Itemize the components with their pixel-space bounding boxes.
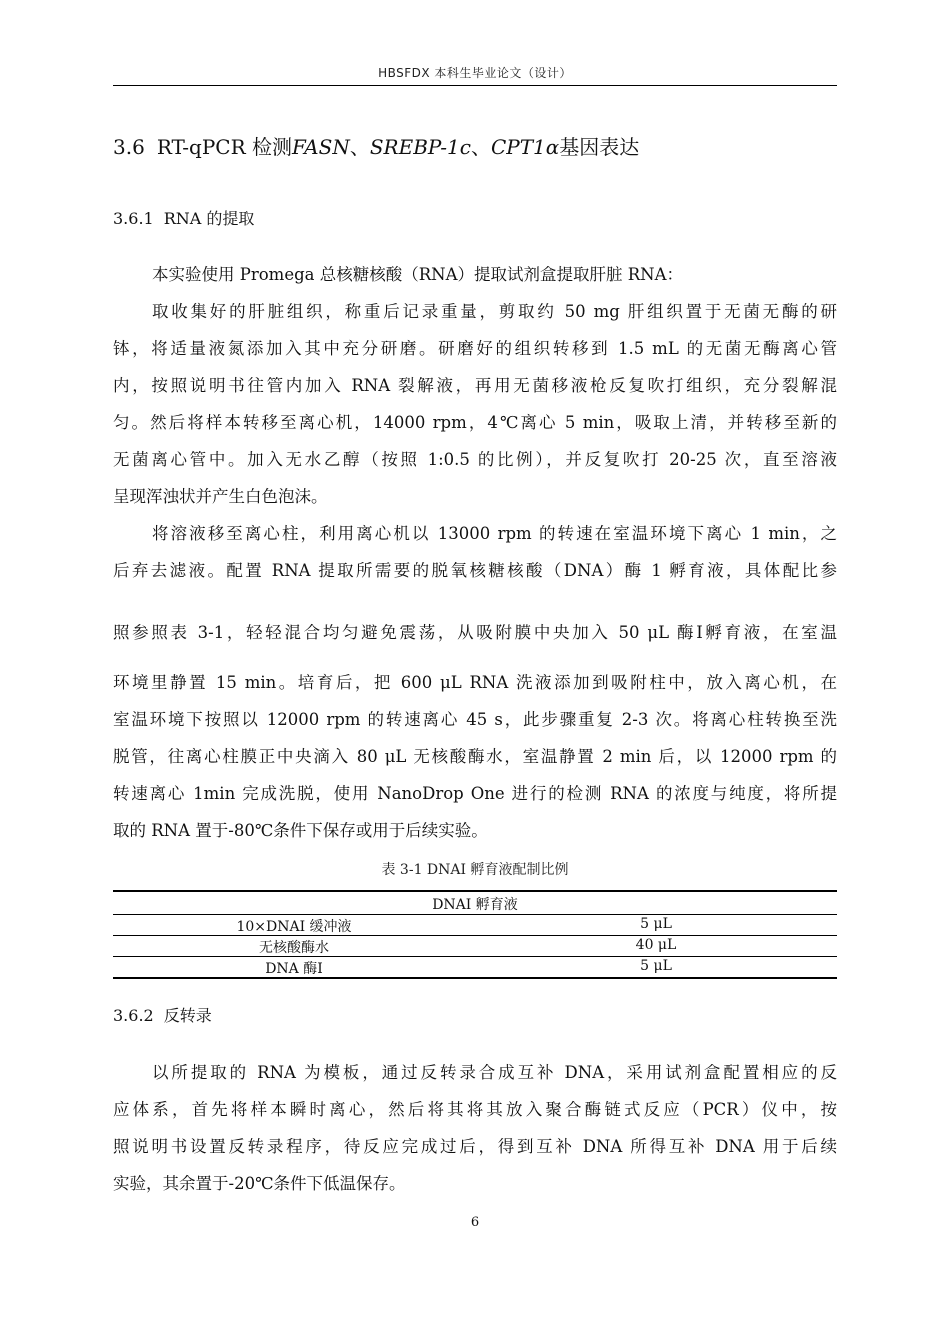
- page-number: 6: [470, 1215, 480, 1230]
- table-cell-value: 5 μL: [640, 958, 672, 974]
- table-caption: 表 3-1 DNAI 孵育液配制比例: [381, 862, 569, 878]
- paragraph-line: 实验，其余置于-20℃条件下低温保存。: [113, 1174, 406, 1193]
- gene-srebp: SREBP-1c: [369, 135, 471, 159]
- paragraph-line: 取收集好的肝脏组织，称重后记录重量，剪取约 50 mg 肝组织置于无菌无酶的研: [152, 302, 837, 321]
- paragraph-line: 内，按照说明书往管内加入 RNA 裂解液，再用无菌移液枪反复吹打组织，充分裂解混: [113, 376, 837, 395]
- subsection-title: RNA 的提取: [163, 209, 255, 228]
- subsection-title: 反转录: [163, 1006, 212, 1025]
- paragraph-line: 将溶液移至离心柱，利用离心机以 13000 rpm 的转速在室温环境下离心 1 min，之: [152, 524, 837, 543]
- paragraph-line: 后弃去滤液。配置 RNA 提取所需要的脱氧核糖核酸（DNA）酶 1 孵育液，具体配比参: [113, 561, 837, 580]
- table-top-rule: [113, 890, 837, 892]
- gene-fasn: FASN: [292, 135, 350, 159]
- table-cell-value: 5 μL: [640, 916, 672, 932]
- section-number: 3.6: [113, 135, 145, 159]
- table-row-rule: [113, 935, 837, 936]
- paragraph-line: 以所提取的 RNA 为模板，通过反转录合成互补 DNA，采用试剂盒配置相应的反: [152, 1063, 837, 1082]
- subsection-heading-2: [113, 1003, 212, 1026]
- table-cell-name: DNA 酶Ⅰ: [265, 961, 323, 977]
- header-rule: [113, 85, 837, 86]
- table-cell-value: 40 μL: [635, 937, 677, 953]
- section-heading: [113, 131, 639, 160]
- paragraph-line: 室温环境下按照以 12000 rpm 的转速离心 45 s，此步骤重复 2-3 次。将离心柱转换至洗: [113, 710, 837, 729]
- paragraph-line: 匀。然后将样本转移至离心机，14000 rpm，4℃离心 5 min，吸取上清，并转移至新的: [113, 413, 837, 432]
- running-header: HBSFDX 本科生毕业论文（设计）: [378, 66, 572, 80]
- table-bottom-rule: [113, 977, 837, 979]
- table-cell-name: 无核酸酶水: [259, 940, 329, 956]
- paragraph-line: 脱管，往离心柱膜正中央滴入 80 μL 无核酸酶水，室温静置 2 min 后，以 12000 rpm 的: [113, 747, 837, 766]
- separator: 、: [470, 135, 491, 159]
- table-cell-name: 10×DNAI 缓冲液: [236, 919, 352, 935]
- paragraph-line: 照说明书设置反转录程序，待反应完成过后，得到互补 DNA 所得互补 DNA 用于后续: [113, 1137, 837, 1156]
- section-title-prefix: RT-qPCR 检测: [156, 135, 293, 159]
- table-row-rule: [113, 956, 837, 957]
- paragraph-line: 呈现浑浊状并产生白色泡沫。: [113, 487, 328, 506]
- paragraph-line: 照参照表 3-1，轻轻混合均匀避免震荡，从吸附膜中央加入 50 μL 酶Ⅰ孵育液，在室温: [113, 623, 837, 642]
- paragraph-line: 应体系，首先将样本瞬时离心，然后将其将其放入聚合酶链式反应（PCR）仪中，按: [113, 1100, 837, 1119]
- subsection-number: 3.6.2: [113, 1006, 154, 1025]
- paragraph-line: 取的 RNA 置于-80℃条件下保存或用于后续实验。: [113, 821, 488, 840]
- paragraph-line: 无菌离心管中。加入无水乙醇（按照 1:0.5 的比例），并反复吹打 20-25 次，直至溶液: [113, 450, 837, 469]
- table-header-rule: [113, 914, 837, 915]
- separator: 、: [349, 135, 370, 159]
- paragraph-line: 转速离心 1min 完成洗脱，使用 NanoDrop One 进行的检测 RNA 的浓度与纯度，将所提: [113, 784, 837, 803]
- subsection-heading-1: [113, 206, 254, 229]
- paragraph-line: 钵，将适量液氮添加入其中充分研磨。研磨好的组织转移到 1.5 mL 的无菌无酶离心管: [113, 339, 837, 358]
- gene-cpt1a: CPT1α: [490, 135, 560, 159]
- subsection-number: 3.6.1: [113, 209, 154, 228]
- section-title-suffix: 基因表达: [559, 135, 640, 159]
- paragraph-line: 本实验使用 Promega 总核糖核酸（RNA）提取试剂盒提取肝脏 RNA：: [152, 265, 684, 284]
- paragraph-line: 环境里静置 15 min。培育后，把 600 μL RNA 洗液添加到吸附柱中，放入离心机，在: [113, 673, 837, 692]
- table-header: DNAI 孵育液: [432, 897, 518, 913]
